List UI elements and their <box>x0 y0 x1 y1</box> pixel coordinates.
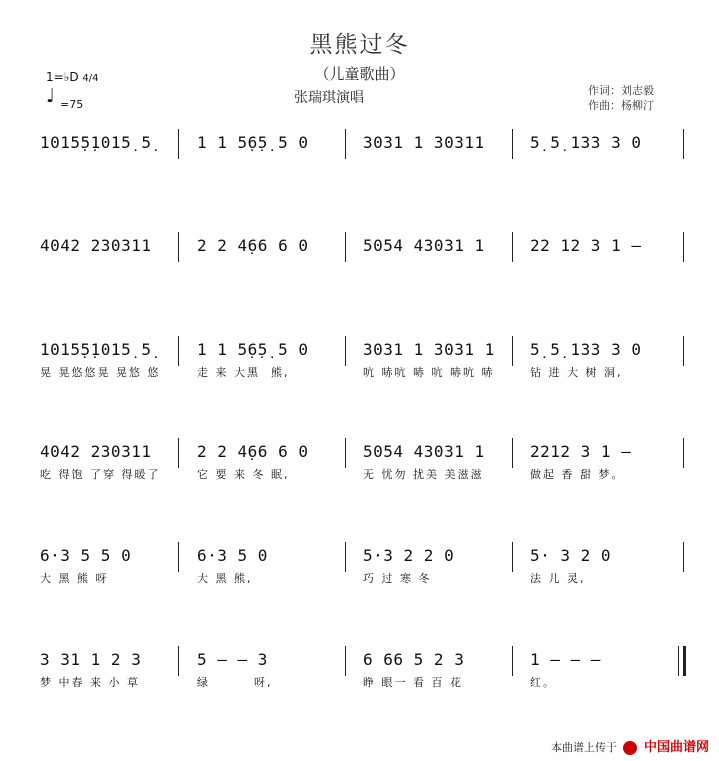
bar-line <box>178 232 179 262</box>
final-bar-line <box>678 646 679 676</box>
measure-notes: 4042 230311 <box>40 442 152 461</box>
measure-notes: 1 – – – <box>530 650 601 669</box>
song-title: 黑熊过冬 <box>309 32 410 58</box>
bar-line <box>345 232 346 262</box>
measure-lyrics: 吭 哧吭 哧 吭 哧吭 哧 <box>363 366 495 379</box>
measure-notes: 3031 1 30311 <box>363 133 485 152</box>
measure-notes: 6 66 5 2 3 <box>363 650 465 669</box>
measure-lyrics: 吃 得饱 了穿 得暖了 <box>40 468 161 481</box>
quarter-note-icon: ♩ <box>46 85 55 107</box>
bar-line <box>178 438 179 468</box>
measure-lyrics: 做起 香 甜 梦。 <box>530 468 625 481</box>
bar-line <box>178 542 179 572</box>
time-signature: 4/4 <box>82 73 99 84</box>
measure-notes: 1015̣5̣1015̣ 5̣ <box>40 340 152 359</box>
bar-line <box>345 646 346 676</box>
footer <box>551 736 709 755</box>
bar-line <box>512 336 513 366</box>
measure-notes: 22 12 3 1 – <box>530 236 642 255</box>
bar-line <box>178 336 179 366</box>
measure-lyrics: 绿 呀, <box>197 676 273 689</box>
song-subtitle: （儿童歌曲） <box>314 65 405 83</box>
bar-line <box>178 646 179 676</box>
measure-notes: 1015̣5̣1015̣ 5̣ <box>40 133 152 152</box>
bar-line <box>345 438 346 468</box>
measure-notes: 5·3 2 2 0 <box>363 546 455 565</box>
measure-lyrics: 梦 中春 来 小 草 <box>40 676 140 689</box>
bar-line <box>683 336 684 366</box>
bar-line <box>683 646 686 676</box>
site-logo-icon <box>623 741 637 755</box>
composer-credit: 作曲：杨柳汀 <box>588 99 654 112</box>
performer: 张瑞琪演唱 <box>294 90 364 106</box>
measure-lyrics: 大 黑 熊 呀 <box>40 572 109 585</box>
measure-lyrics: 钻 进 大 树 洞, <box>530 366 623 379</box>
measure-lyrics: 睁 眼一 看 百 花 <box>363 676 463 689</box>
bar-line <box>345 336 346 366</box>
measure-lyrics: 法 儿 灵, <box>530 572 586 585</box>
measure-notes: 2 2 4̣66 6 0 <box>197 442 309 461</box>
measure-notes: 5· 3 2 0 <box>530 546 612 565</box>
key-signature <box>46 70 99 84</box>
bar-line <box>512 129 513 159</box>
measure-notes: 5054 43031 1 <box>363 236 485 255</box>
measure-notes: 5054 43031 1 <box>363 442 485 461</box>
measure-lyrics: 它 要 来 冬 眠, <box>197 468 290 481</box>
measure-notes: 2 2 4̣66 6 0 <box>197 236 309 255</box>
measure-lyrics: 红。 <box>530 676 556 689</box>
measure-notes: 3 31 1 2 3 <box>40 650 142 669</box>
measure-notes: 3031 1 3031 1 <box>363 340 495 359</box>
measure-notes: 6·3 5 0 <box>197 546 268 565</box>
tempo-value: =75 <box>60 98 84 111</box>
measure-lyrics: 走 来 大黑 熊, <box>197 366 290 379</box>
bar-line <box>345 129 346 159</box>
bar-line <box>512 438 513 468</box>
measure-notes: 2212 3 1 – <box>530 442 632 461</box>
footer-site: 中国曲谱网 <box>643 740 709 755</box>
bar-line <box>178 129 179 159</box>
measure-notes: 5 – – 3 <box>197 650 268 669</box>
bar-line <box>345 542 346 572</box>
measure-lyrics: 大 黑 熊, <box>197 572 253 585</box>
bar-line <box>683 129 684 159</box>
bar-line <box>512 542 513 572</box>
measure-notes: 1 1 5̣6̣5̣ 5 0 <box>197 133 309 152</box>
bar-line <box>683 542 684 572</box>
measure-notes: 5̣ 5̣ 133 3 0 <box>530 340 642 359</box>
measure-lyrics: 无 忧勿 扰美 美滋滋 <box>363 468 484 481</box>
lyricist-credit: 作词：刘志毅 <box>588 84 654 97</box>
measure-notes: 1 1 5̣6̣5̣ 5 0 <box>197 340 309 359</box>
footer-text: 本曲谱上传于 <box>550 741 617 754</box>
bar-line <box>512 646 513 676</box>
bar-line <box>683 232 684 262</box>
measure-notes: 4042 230311 <box>40 236 152 255</box>
key-signature-text: 1=♭D <box>46 70 79 84</box>
measure-lyrics: 巧 过 寒 冬 <box>363 572 432 585</box>
bar-line <box>512 232 513 262</box>
bar-line <box>683 438 684 468</box>
measure-notes: 5̣ 5̣ 133 3 0 <box>530 133 642 152</box>
measure-notes: 6·3 5 5 0 <box>40 546 132 565</box>
measure-lyrics: 晃 晃悠悠晃 晃悠 悠 <box>40 366 161 379</box>
